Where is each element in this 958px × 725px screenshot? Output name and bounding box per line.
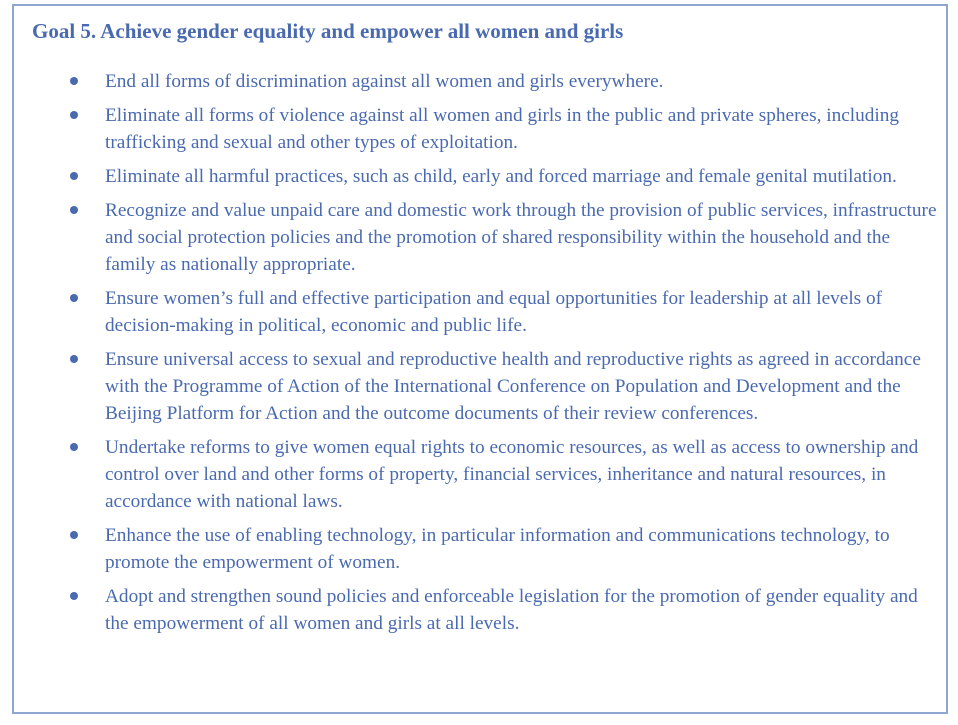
list-item — [14, 583, 946, 637]
bullet-icon — [70, 531, 78, 539]
bullet-icon — [70, 294, 78, 302]
target-text: Eliminate all forms of violence against all women and girls in the public and private spheres, including trafficking and sexual and other types of exploitation. — [105, 105, 900, 153]
bullet-icon — [70, 111, 78, 119]
bullet-icon — [70, 172, 78, 180]
target-text: Adopt and strengthen sound policies and enforceable legislation for the promotion of gender equality and the empowerment of all women and girls at all levels. — [105, 586, 918, 634]
bullet-icon — [70, 77, 78, 85]
target-list — [14, 68, 946, 644]
goal-box — [12, 4, 948, 714]
list-item — [14, 197, 946, 278]
bullet-icon — [70, 443, 78, 451]
goal-title: Goal 5. Achieve gender equality and empower all women and girls — [32, 19, 624, 43]
list-item — [14, 346, 946, 427]
list-item — [14, 68, 946, 95]
list-item — [14, 102, 946, 156]
target-text: Eliminate all harmful practices, such as child, early and forced marriage and female genital mutilation. — [105, 166, 897, 187]
target-text: Enhance the use of enabling technology, in particular information and communications technology, to promote the empowerment of women. — [105, 525, 890, 573]
list-item — [14, 522, 946, 576]
bullet-icon — [70, 592, 78, 600]
target-text: Ensure women’s full and effective participation and equal opportunities for leadership at all levels of decision-making in political, economic and public life. — [105, 288, 883, 336]
target-text: Recognize and value unpaid care and domestic work through the provision of public services, infrastructure and social protection policies and the promotion of shared responsibility within the household and the family as nationally appropriate. — [105, 200, 937, 275]
list-item — [14, 163, 946, 190]
target-text: Undertake reforms to give women equal rights to economic resources, as well as access to ownership and control over land and other forms of property, financial services, inheritance and natural resources, in accordance with national laws. — [105, 437, 919, 512]
list-item — [14, 285, 946, 339]
list-item — [14, 434, 946, 515]
target-text: Ensure universal access to sexual and reproductive health and reproductive rights as agreed in accordance with the Programme of Action of the International Conference on Population and Development and the Beijing Platform for Action and the outcome documents of their review conferences. — [105, 349, 921, 424]
bullet-icon — [70, 355, 78, 363]
target-text: End all forms of discrimination against all women and girls everywhere. — [105, 71, 664, 92]
bullet-icon — [70, 206, 78, 214]
